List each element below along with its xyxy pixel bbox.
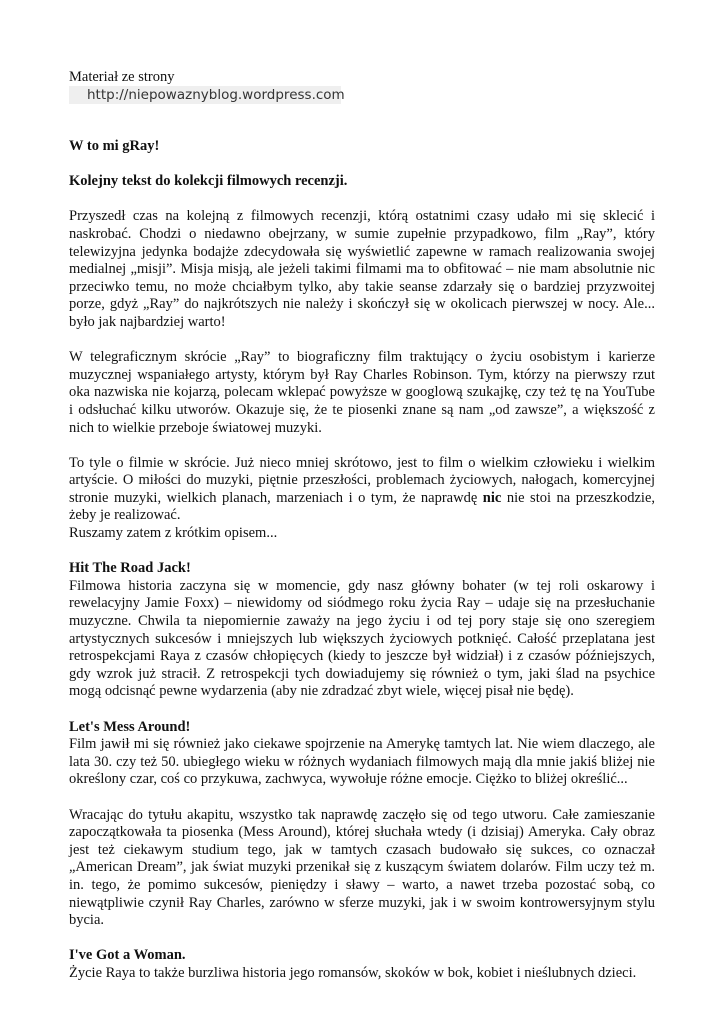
section-heading-woman: I've Got a Woman. — [69, 947, 186, 964]
section-heading-mess-around: Let's Mess Around! — [69, 718, 191, 735]
paragraph-summary: W telegraficznym skrócie „Ray” to biograficzny film traktujący o życiu osobistym i karierze muzycznej wspaniałego artysty, którym był Ray Charles Robinson. Tym, którzy na pierwszy rzut oka nazwiska nie kojarzą, polecam wklepać powyższe w googlową szukajkę, czy też tę na YouTube i odsłuchać kilku utworów. Okazuje się, że te piosenki znane są nam „od zawsze”, a większość z nich to wielkie przeboje światowej muzyki. — [69, 349, 655, 436]
emphasis-nic: nic — [482, 489, 502, 506]
paragraph-mess-around: Wracając do tytułu akapitu, wszystko tak naprawdę zaczęło się od tego utworu. Całe zamieszanie zapoczątkowała ta piosenka (Mess Around), której słuchała wtedy (i dzisiaj) Ameryka. Cały obraz jest też ciekawym studium tego, jak w tamtych czasach budowało się sukces, co oznaczał „American Dream”, jak świat muzyki przenikał się z kuszącym światem dolarów. Film uczy też m. in. tego, że pomimo sukcesów, pieniędzy i sławy – warto, a nawet trzeba pozostać sobą, co niewątpliwie czynił Ray Charles, zarówno w sferze muzyki, jak i w swoim kontrowersyjnym stylu bycia. — [69, 806, 655, 929]
paragraph-america: Film jawił mi się również jako ciekawe spojrzenie na Amerykę tamtych lat. Nie wiem dlaczego, ale lata 30. czy też 50. ubiegłego wieku w różnych wydaniach filmowych mają dla mnie jakiś bliżej nie określony czar, coś co przykuwa, zachwyca, wywołuje różne emocje. Ciężko to bliżej określić... — [69, 736, 655, 788]
paragraph-plot: Filmowa historia zaczyna się w momencie, gdy nasz główny bohater (w tej roli oskarowy i rewelacyjny Jamie Foxx) – niewidomy od siódmego roku życia Ray – udaje się na przesłuchanie muzyczne. Chwila ta niepomiernie zaważy na jego życiu i od tej pory staje się ono szeregiem artystycznych sukcesów i mniejszych lub większych życiowych potknięć. Całość przeplatana jest retrospekcjami Raya z czasów chłopięcych (kiedy to jeszcze był widział) i z czasów późniejszych, gdy wzrok już stracił. Z retrospekcji tych dowiadujemy się również o tym, jaki ślad na psychice mogą odcisnąć pewne wydarzenia (aby nie zdradzać zbyt wiele, więcej pisał nie będę). — [69, 577, 655, 700]
paragraph-overview — [69, 455, 655, 525]
source-label: Materiał ze strony — [69, 69, 175, 85]
paragraph-transition: Ruszamy zatem z krótkim opisem... — [69, 525, 278, 542]
article-subtitle: Kolejny tekst do kolekcji filmowych recenzji. — [69, 173, 348, 190]
paragraph-overview-text-2: nie stoi na przeszkodzie, żeby je realizować. — [69, 489, 656, 524]
source-url-row — [69, 86, 655, 104]
paragraph-intro: Przyszedł czas na kolejną z filmowych recenzji, którą ostatnimi czasy udało mi się sklecić i naskrobać. Chodzi o niedawno obejrzany, w sumie zupełnie przypadkowo, film „Ray”, który telewizyjna jedynka bodajże zdecydowała się wyświetlić zapewne w ramach realizowania swojej medialnej „misji”. Misja misją, ale jeżeli takimi filmami ma to obfitować – nie mam absolutnie nic przeciwko temu, no może chciałbym tylko, aby takie seanse zdarzały się o bardziej przyzwoitej porze, gdyż „Ray” do najkrótszych nie należy i skończył się w okolicach pierwszej w nocy. Ale... było jak najbardziej warto! — [69, 208, 655, 330]
paragraph-overview-text-1: To tyle o filmie w skrócie. Już nieco mniej skrótowo, jest to film o wielkim człowieku i wielkim artyście. O miłości do muzyki, piętnie przeszłości, problemach życiowych, nałogach, komercyjnej stronie muzyki, wielkich planach, marzeniach i o tym, że naprawdę — [69, 454, 655, 506]
article-title: W to mi gRay! — [69, 138, 160, 154]
source-url-link[interactable]: http://niepowaznyblog.wordpress.com — [69, 86, 341, 104]
section-heading-hit-the-road: Hit The Road Jack! — [69, 560, 191, 577]
paragraph-romances: Życie Raya to także burzliwa historia jego romansów, skoków w bok, kobiet i nieślubnych dzieci. — [69, 964, 637, 981]
